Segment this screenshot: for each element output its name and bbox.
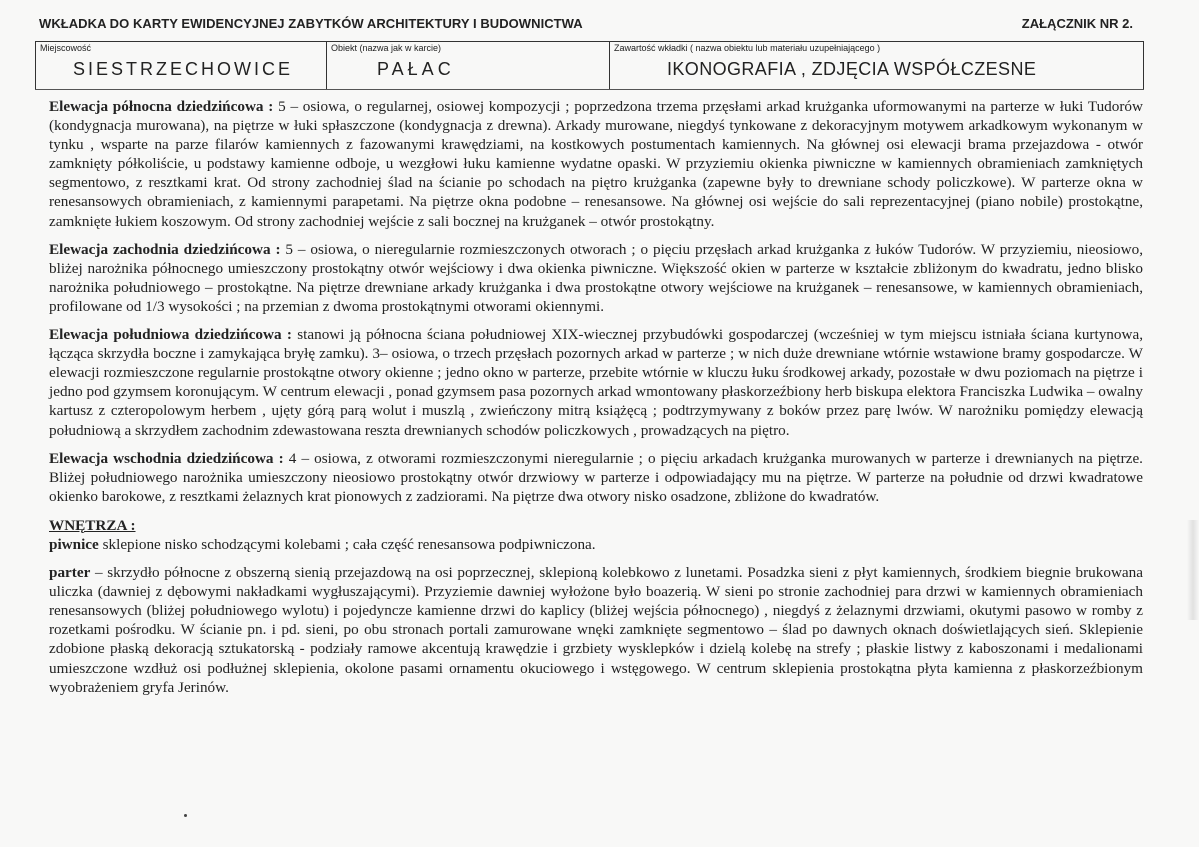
south-facade-paragraph (49, 325, 1143, 440)
document-title: WKŁADKA DO KARTY EWIDENCYJNEJ ZABYTKÓW ARCHITEKTURY I BUDOWNICTWA (39, 16, 583, 31)
west-facade-text: 5 – osiowa, o nieregularnie rozmieszczonych otworach ; o pięciu przęsłach arkad krużganka z łuków Tudorów. W przyziemiu, nieosiowo, bliżej narożnika północnego umieszczony prostokątny otwór wejściowy i dwa okienka piwniczne. Większość okien w parterze w kształcie zbliżonym do kwadratu, jedno blisko narożnika południowego – prostokątne. Na piętrze drewniane arkady krużganka i dwa prostokątne otwory wejściowe na krużganek – renesansowe, w kamiennych obramieniach, profilowane od 1/3 wysokości ; na przemian z dwoma prostokątnymi otworami okiennymi. (49, 240, 1143, 315)
east-facade-label: Elewacja wschodnia dziedzińcowa : (49, 449, 284, 467)
ground-floor-text: – skrzydło północne z obszerną sienią przejazdową na osi poprzecznej, sklepioną kolebkowo z lunetami. Posadzka sieni z płyt kamiennych, środkiem biegnie brukowana uliczka (dawniej z dębowymi nakładkami wygłuszającymi). Przyziemie dawniej wyłożone było boazerią. W sieni po stronie zachodniej para drzwi w kamiennych obramieniach renesansowych (bliżej południowego wylotu) i pojedyncze kamienne drzwi do kaplicy (bliżej wejścia północnego) , niegdyś z żelaznymi drzwiami, okutymi pasowo w romby z rozetkami pośrodku. W ścianie pn. i pd. sieni, po obu stronach portali zamurowane wnęki zamknięte segmentowo – ślad po dawnych oknach doświetlających sień. Sklepienie zdobione płaską dekoracją sztukatorską - podziały ramowe akcentują krawędzie i grzbiety wysklepków i dzielą kolebę na strefy ; płaskie listwy z kaboszonami i medalionami umieszczone wzdłuż osi podłużnej sklepienia, okolone pasami ornamentu okuciowego i wstęgowego. W centrum sklepienia prostokątna płyta kamienna z płaskorzeźbionym wyobrażeniem gryfa Jerinów. (49, 564, 1143, 696)
location-cell (36, 42, 327, 89)
insert-content-label: Zawartość wkładki ( nazwa obiektu lub materiału uzupełniającego ) (614, 43, 881, 53)
south-facade-text: stanowi ją północna ściana południowej XIX-wiecznej przybudówki gospodarczej (wcześniej w tym miejscu istniała ściana kurtynowa, łącząca skrzydła boczne i zamykająca bryłę zamku). 3– osiowa, o trzech przęsłach pozornych arkad w parterze ; w nich duże drewniane wtórnie wstawione bramy gospodarcze. W elewacji rozmieszczone regularnie prostokątne otwory okienne ; jedno okno w parterze, przebite wtórnie w kluczu łuku środkowej arkady, pozostałe w dwu poziomach na piętrze i jedno pod gzymsem koronującym. W centrum elewacji , ponad gzymsem pasa pozornych arkad wmontowany płaskorzeźbiony herb biskupa elektora Franciszka Ludwika – owalny kartusz z czteropolowym herbem , ujęty górą parą wolut i muszlą , zwieńczony mitrą książęcą ; podtrzymywany z boków przez parę lwów. W narożniku pomiędzy elewacją południową a skrzydłem zachodnim zdewastowana reszta drewnianych schodów policzkowych , prowadzących na piętro. (49, 326, 1143, 439)
location-label: Miejscowość (40, 43, 92, 53)
object-label: Obiekt (nazwa jak w karcie) (331, 43, 442, 53)
scan-speck (184, 814, 187, 817)
interiors-heading: WNĘTRZA : (49, 516, 136, 534)
insert-content-value: IKONOGRAFIA , ZDJĘCIA WSPÓŁCZESNE (667, 59, 1037, 79)
east-facade-paragraph (49, 449, 1143, 506)
object-value: PAŁAC (377, 59, 455, 79)
object-cell (327, 42, 610, 89)
location-value: SIESTRZECHOWICE (73, 59, 294, 79)
west-facade-label: Elewacja zachodnia dziedzińcowa : (49, 240, 281, 258)
south-facade-label: Elewacja południowa dziedzińcowa : (49, 326, 292, 344)
ground-floor-label: parter (49, 564, 91, 582)
north-facade-label: Elewacja północna dziedzińcowa : (49, 98, 274, 115)
north-facade-paragraph (49, 97, 1143, 231)
cellars-label: piwnice (49, 535, 99, 553)
metadata-table (35, 41, 1144, 89)
ground-floor-paragraph (49, 563, 1143, 697)
east-facade-text: 4 – osiowa, z otworami rozmieszczonymi nieregularnie ; o pięciu arkadach krużganka murowanych w parterze i drewnianych na piętrze. Bliżej południowego narożnika umieszczony nieosiowo prostokątny otwór drzwiowy w parterze i odpowiadający mu na piętrze. W parterze na południe od drzwi kwadratowe okienko barokowe, z resztkami żelaznych krat pionowych z zadziorami. Na piętrze dwa otwory nisko osadzone, zbliżone do kwadratów. (49, 449, 1143, 505)
header-divider (35, 89, 1144, 90)
cellars-text: sklepione nisko schodzącymi kolebami ; cała część renesansowa podpiwniczona. (98, 535, 596, 553)
insert-content-cell (610, 42, 1143, 89)
north-facade-text: 5 – osiowa, o regularnej, osiowej kompozycji ; poprzedzona trzema przęsłami arkad krużganka uformowanymi na parterze w łuki Tudorów (kondygnacja murowana), na piętrze w łuki spłaszczone (kondygnacja z drewna). Arkady murowane, niegdyś tynkowane z dekoracyjnym motywem arkadkowym wykonanym w tynku , wsparte na parze filarów kamiennych z fazowanymi krawędziami, na kostkowych postumentach kamiennych. Na głównej osi elewacji brama przejazdowa - otwór zamknięty półkoliście, u podstawy kamienne odboje, u wezgłowi łuku kamienne wydatne opaski. W przyziemiu okienka piwniczne w kamiennych obramieniach zamkniętych segmentowo, z resztkami krat. Od strony zachodniej ślad na ścianie po schodach na piętro krużganka (zapewne były to drewniane schody policzkowe). W parterze okna w renesansowych obramieniach, z kamiennymi parapetami. Na piętrze okna podobne – renesansowe. Na głównej osi wejście do sali reprezentacyjnej (piano nobile) prostokątne, zamknięte łukiem koszowym. Od strony zachodniej wejście z sali bocznej na krużganek – otwór prostokątny. (49, 98, 1143, 230)
west-facade-paragraph (49, 240, 1143, 316)
description-body (49, 97, 1143, 706)
cellars-paragraph (49, 535, 1143, 554)
annex-number: ZAŁĄCZNIK NR 2. (1021, 16, 1133, 31)
scan-edge-mark (1187, 520, 1199, 620)
